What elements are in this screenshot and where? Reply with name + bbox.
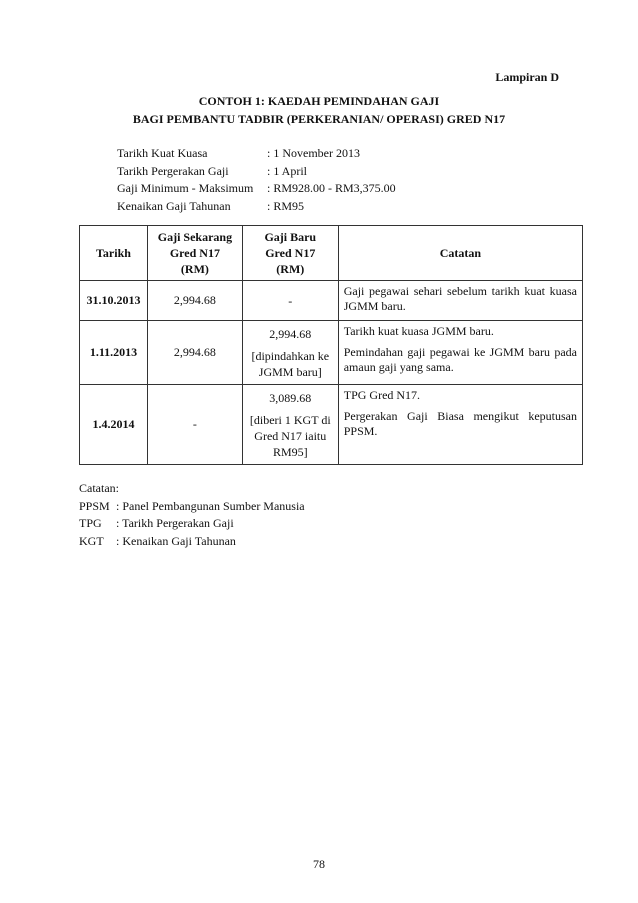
page-number: 78 — [313, 857, 325, 871]
cell-text: - — [288, 293, 293, 308]
note-text: : Panel Pembangunan Sumber Manusia — [116, 498, 305, 513]
header-gaji-baru — [242, 226, 338, 281]
header-line: Gred N17 — [265, 246, 316, 260]
note-abbr: TPG — [79, 516, 102, 530]
note-text: : Kenaikan Gaji Tahunan — [116, 533, 236, 548]
table-row — [80, 321, 583, 385]
cell-catatan — [338, 321, 582, 385]
note-abbr: KGT — [79, 533, 104, 548]
info-value: : RM928.00 - RM3,375.00 — [267, 181, 396, 195]
info-value: : 1 November 2013 — [267, 146, 360, 160]
header-line: (RM) — [180, 262, 209, 276]
cell-text: Tarikh kuat kuasa JGMM baru. — [343, 324, 494, 338]
cell-text: Gaji pegawai sehari sebelum tarikh kuat kuasa JGMM baru. — [343, 284, 577, 313]
cell-text: Pemindahan gaji pegawai ke JGMM baru pada amaun gaji yang sama. — [343, 345, 577, 374]
cell-tarikh: 1.4.2014 — [80, 385, 148, 465]
cell-gaji-baru — [242, 385, 338, 465]
table-row — [80, 281, 583, 321]
document-title-line-2: BAGI PEMBANTU TADBIR (PERKERANIAN/ OPERASI) GRED N17 — [132, 112, 506, 126]
cell-tarikh: 31.10.2013 — [80, 281, 148, 321]
cell-gaji-sekarang: 2,994.68 — [147, 321, 242, 385]
cell-text: [diberi 1 KGT di Gred N17 iaitu RM95] — [249, 412, 331, 459]
document-title-line-1: CONTOH 1: KAEDAH PEMINDAHAN GAJI — [198, 94, 440, 108]
notes-title: Catatan: — [79, 481, 119, 495]
salary-info-list — [117, 146, 396, 216]
salary-transfer-table — [79, 225, 583, 465]
header-catatan: Catatan — [338, 226, 582, 281]
header-line: (RM) — [276, 262, 305, 276]
cell-gaji-sekarang: - — [147, 385, 242, 465]
cell-text: 3,089.68 — [269, 390, 312, 405]
cell-text: [dipindahkan ke JGMM baru] — [251, 348, 330, 379]
info-value: : RM95 — [267, 198, 305, 213]
table-header-row — [80, 226, 583, 281]
info-row — [117, 181, 396, 199]
notes-section — [79, 480, 305, 550]
info-label: Tarikh Kuat Kuasa — [117, 146, 208, 160]
info-label: Gaji Minimum - Maksimum — [117, 181, 254, 195]
cell-gaji-baru — [242, 321, 338, 385]
table-row — [80, 385, 583, 465]
cell-catatan — [338, 281, 582, 321]
header-line: Gaji Sekarang — [157, 230, 233, 244]
header-gaji-sekarang — [147, 226, 242, 281]
info-row — [117, 199, 396, 217]
note-text: : Tarikh Pergerakan Gaji — [116, 516, 234, 530]
cell-text: Pergerakan Gaji Biasa mengikut keputusan PPSM. — [343, 409, 577, 438]
info-label: Tarikh Pergerakan Gaji — [117, 163, 229, 178]
cell-text: 2,994.68 — [269, 326, 312, 341]
note-abbr: PPSM — [79, 498, 110, 513]
info-label: Kenaikan Gaji Tahunan — [117, 198, 231, 213]
note-item — [79, 515, 305, 533]
cell-gaji-sekarang: 2,994.68 — [147, 281, 242, 321]
note-item — [79, 533, 305, 551]
info-row — [117, 164, 396, 182]
appendix-label: Lampiran D — [495, 70, 559, 84]
info-row — [117, 146, 396, 164]
cell-text: TPG Gred N17. — [343, 388, 421, 402]
cell-gaji-baru — [242, 281, 338, 321]
header-tarikh: Tarikh — [80, 226, 148, 281]
cell-tarikh: 1.11.2013 — [80, 321, 148, 385]
note-item — [79, 498, 305, 516]
cell-catatan — [338, 385, 582, 465]
header-line: Gaji Baru — [264, 230, 317, 244]
info-value: : 1 April — [267, 163, 308, 178]
header-line: Gred N17 — [169, 246, 220, 260]
